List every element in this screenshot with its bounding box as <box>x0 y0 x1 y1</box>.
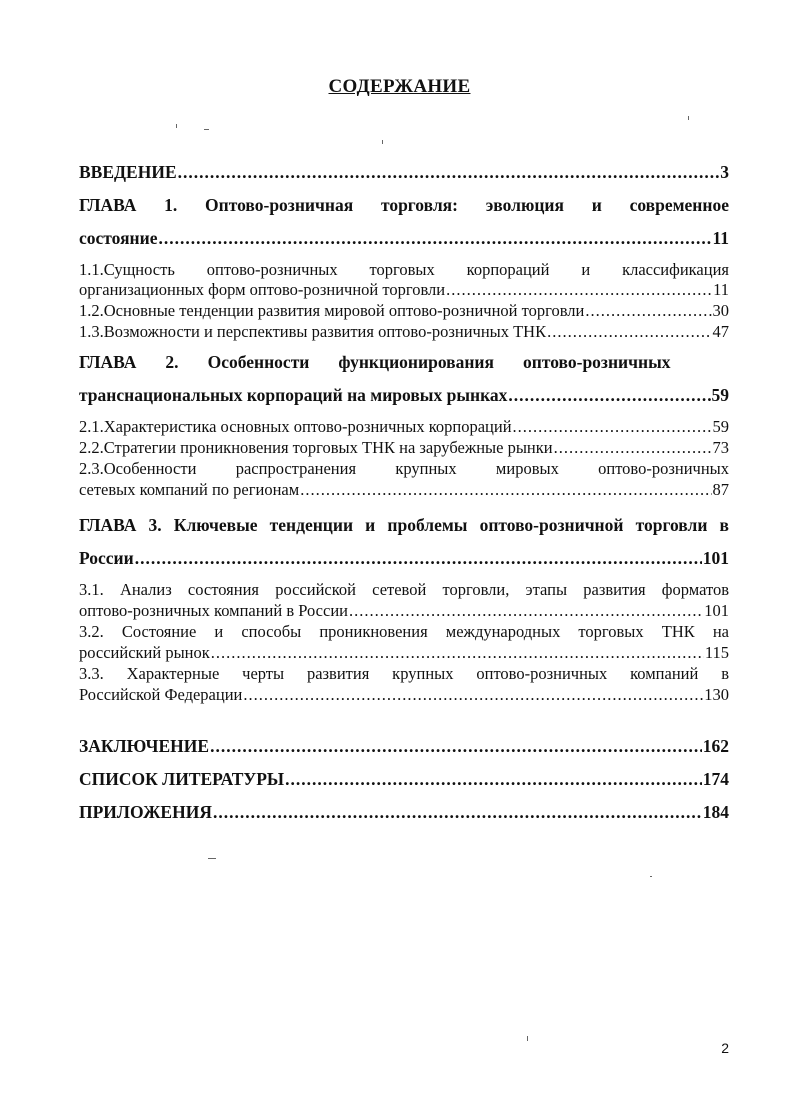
toc-appendices-page: 184 <box>702 802 729 822</box>
toc-section-1-2-page: 30 <box>712 301 729 320</box>
toc-section-1-1-page: 11 <box>713 280 729 299</box>
toc-section-2-1-page: 59 <box>712 417 729 436</box>
toc-chapter-3 <box>79 515 729 536</box>
scan-speck <box>650 876 652 877</box>
leader-dots <box>285 769 702 790</box>
toc-section-1-2 <box>79 301 729 321</box>
toc-section-3-1-title-cont: оптово-розничных компаний в России <box>79 601 348 620</box>
leader-dots <box>300 480 711 500</box>
leader-dots <box>349 601 703 621</box>
page-title: СОДЕРЖАНИЕ <box>328 76 471 97</box>
toc-section-2-3-line2 <box>79 480 729 500</box>
toc-intro-page: 3 <box>720 162 729 182</box>
scan-speck <box>382 140 383 144</box>
toc-section-1-2-title: 1.2.Основные тенденции развития мировой оптово-розничной торговли <box>79 301 585 320</box>
toc-section-3-1 <box>79 580 729 600</box>
toc-section-3-3 <box>79 664 729 684</box>
leader-dots <box>158 228 711 249</box>
toc-conclusion <box>79 736 729 757</box>
toc-section-2-3-title: 2.3.Особенности распространения крупных мировых оптово-розничных <box>79 459 729 478</box>
toc-chapter-1-page: 11 <box>712 228 729 248</box>
leader-dots <box>135 548 702 569</box>
toc-section-3-3-title: 3.3. Характерные черты развития крупных оптово-розничных компаний в <box>79 664 729 683</box>
leader-dots <box>213 802 702 823</box>
leader-dots <box>554 438 712 458</box>
toc-chapter-1-title: ГЛАВА 1. Оптово-розничная торговля: эволюция и современное <box>79 195 729 215</box>
toc-section-1-3-page: 47 <box>712 322 729 341</box>
toc-chapter-2-line2 <box>79 385 729 406</box>
leader-dots <box>547 322 711 342</box>
toc-chapter-2-page: 59 <box>711 385 729 405</box>
toc-section-1-1-line2 <box>79 280 729 300</box>
toc-intro-label: ВВЕДЕНИЕ <box>79 162 177 182</box>
toc-section-3-1-line2 <box>79 601 729 621</box>
toc-conclusion-page: 162 <box>702 736 729 756</box>
toc-chapter-1 <box>79 195 729 216</box>
toc-section-3-2-line2 <box>79 643 729 663</box>
toc-chapter-2 <box>79 352 729 373</box>
toc-chapter-1-title-cont: состояние <box>79 228 158 248</box>
page-number: 2 <box>721 1040 729 1056</box>
toc-section-3-2-title: 3.2. Состояние и способы проникновения международных торговых ТНК на <box>79 622 729 641</box>
toc-references-page: 174 <box>702 769 729 789</box>
toc-appendices-label: ПРИЛОЖЕНИЯ <box>79 802 212 822</box>
toc-section-1-1-title: 1.1.Сущность оптово-розничных торговых корпораций и классификация <box>79 260 729 279</box>
toc-section-3-2 <box>79 622 729 642</box>
toc-section-2-3-title-cont: сетевых компаний по регионам <box>79 480 300 499</box>
toc-section-3-3-title-cont: Российской Федерации <box>79 685 243 704</box>
toc-conclusion-label: ЗАКЛЮЧЕНИЕ <box>79 736 210 756</box>
toc-chapter-1-line2 <box>79 228 729 249</box>
toc-section-3-1-page: 101 <box>704 601 729 620</box>
toc-section-2-1-title: 2.1.Характеристика основных оптово-розничных корпораций <box>79 417 512 436</box>
leader-dots <box>446 280 712 300</box>
scan-speck <box>176 124 177 128</box>
leader-dots <box>211 643 704 663</box>
toc-section-3-3-line2 <box>79 685 729 705</box>
toc-section-2-2 <box>79 438 729 458</box>
leader-dots <box>585 301 711 321</box>
toc-section-3-2-page: 115 <box>704 643 729 662</box>
toc-chapter-3-page: 101 <box>702 548 729 568</box>
toc-section-2-1 <box>79 417 729 437</box>
toc-section-2-3-page: 87 <box>712 480 729 499</box>
toc-section-3-2-title-cont: российский рынок <box>79 643 210 662</box>
toc-section-2-3 <box>79 459 729 479</box>
toc-chapter-2-title-cont: транснациональных корпораций на мировых рынках <box>79 385 508 405</box>
toc-references-label: СПИСОК ЛИТЕРАТУРЫ <box>79 769 285 789</box>
toc-chapter-2-title: ГЛАВА 2. Особенности функционирования оптово-розничных <box>79 352 671 372</box>
toc-section-3-3-page: 130 <box>704 685 729 704</box>
toc-section-3-1-title: 3.1. Анализ состояния российской сетевой торговли, этапы развития форматов <box>79 580 729 599</box>
scan-speck <box>204 129 209 130</box>
scan-speck <box>208 858 216 859</box>
toc-references <box>79 769 729 790</box>
leader-dots <box>210 736 702 757</box>
leader-dots <box>178 162 720 183</box>
toc-section-1-1-title-cont: организационных форм оптово-розничной торговли <box>79 280 446 299</box>
leader-dots <box>243 685 703 705</box>
toc-section-2-2-page: 73 <box>712 438 729 457</box>
leader-dots <box>513 417 712 437</box>
toc-section-1-3-title: 1.3.Возможности и перспективы развития оптово-розничных ТНК <box>79 322 547 341</box>
toc-chapter-3-title: ГЛАВА 3. Ключевые тенденции и проблемы оптово-розничной торговли в <box>79 515 729 535</box>
leader-dots <box>508 385 710 406</box>
toc-section-1-1 <box>79 260 729 280</box>
toc-chapter-3-line2 <box>79 548 729 569</box>
toc-appendices <box>79 802 729 823</box>
toc-section-2-2-title: 2.2.Стратегии проникновения торговых ТНК на зарубежные рынки <box>79 438 553 457</box>
toc-chapter-3-title-cont: России <box>79 548 134 568</box>
scan-speck <box>688 116 689 120</box>
toc-intro <box>79 162 729 183</box>
scan-speck <box>527 1036 528 1041</box>
toc-section-1-3 <box>79 322 729 342</box>
